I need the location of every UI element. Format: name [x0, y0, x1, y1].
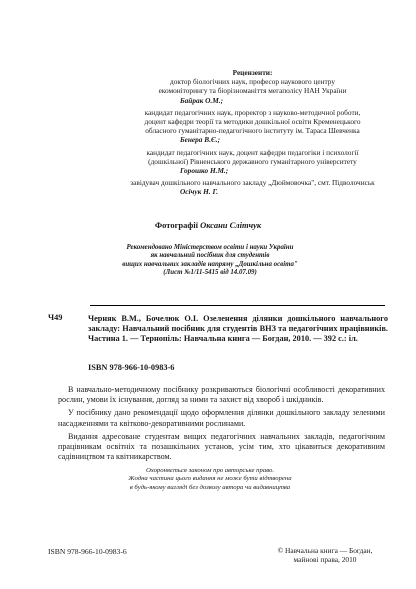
- reviewer-credential: кандидат педагогічних наук, проректор з науково-методичної роботи,: [144, 107, 361, 117]
- photo-credit-prefix: Фотографії: [154, 220, 201, 230]
- recommendation-line: (Лист №1/11-5415 від 14.07.09): [163, 269, 257, 277]
- rights-line: Охороняється законом про авторське право.: [145, 467, 275, 474]
- reviewer-block: [110, 178, 395, 196]
- reviewer-credential: завідувач дошкільного навчального закладу „Дюймовочка", смт. Підволочиськ: [130, 178, 375, 188]
- copyright-line: майнові права, 2010: [293, 555, 357, 564]
- copyright-notice: [90, 467, 330, 492]
- reviewers-heading: Рецензенти:: [232, 68, 273, 77]
- ministry-recommendation: [90, 244, 330, 278]
- book-description: Озеленення ділянки дошкільного навчального закладу: Навчальний посібник для студентів ВНЗ та педагогічних працівників. Частина 1. — Тернопіль: Навчальна книга — Богдан, 2010. — 392 с.: іл.: [88, 314, 388, 343]
- reviewer-name: Горошко Н.М.;: [180, 166, 229, 176]
- reviewer-credential: екомоніторингу та біорізноманіття мегаполісу НАН України: [158, 86, 347, 96]
- abstract-paragraph: В навчально-методичному посібнику розкриваються біологічні особливості декоративних рослин, умови їх існування, догляд за ними та захист від хвороб і шкідників.: [58, 385, 385, 405]
- reviewer-credential: доктор біологічних наук, професор наукового центру: [169, 77, 335, 87]
- reviewer-credential: кандидат педагогічних наук, доцент кафедри педагогіки і психології: [146, 147, 359, 157]
- abstract: [58, 385, 385, 465]
- abstract-paragraph: У посібнику дано рекомендації щодо оформлення ділянки дошкільного закладу зеленими насадженнями та квітково-декоративними рослинами.: [58, 408, 385, 428]
- reviewer-credential: обласного гуманітарно-педагогічного інституту ім. Тараса Шевченка: [145, 126, 360, 136]
- isbn: ISBN 978-966-10-0983-6: [88, 363, 175, 372]
- reviewers-section: [110, 68, 395, 200]
- reviewer-credential: доцент кафедри теорії та методики дошкільної освіти Кременецького: [144, 117, 361, 127]
- authors: Черняк В.М., Бочелюк О.І.: [88, 314, 199, 323]
- reviewer-credential: (дошкільної) Рівненського державного гуманітарного університету: [148, 156, 357, 166]
- photo-credit-name: Оксани Слітчук: [200, 220, 262, 230]
- rights-line: в будь-якому вигляді без дозволу автора чи видавництва: [129, 483, 291, 491]
- photo-credit: [0, 220, 416, 230]
- bibliographic-record: [88, 314, 388, 343]
- recommendation-line: Рекомендовано Міністерством освіти і науки України: [126, 244, 294, 251]
- reviewer-block: [110, 108, 395, 145]
- recommendation-line: вищих навчальних закладів напряму „Дошкільна освіта": [122, 260, 298, 268]
- divider: [90, 305, 385, 306]
- footer-isbn: ISBN 978-966-10-0983-6: [48, 547, 127, 556]
- reviewer-block: [110, 77, 395, 105]
- reviewer-name: Осічук Н. Г.: [180, 187, 219, 197]
- reviewer-name: Бенера В.Є.;: [180, 135, 221, 145]
- reviewer-name: Байрак О.М.;: [180, 95, 223, 105]
- udk-code: Ч49: [48, 313, 63, 322]
- copyright-line: © Навчальна книга — Богдан,: [277, 546, 373, 555]
- copyright: [260, 546, 390, 564]
- rights-line: Жодна частина цього видання не може бути відтворена: [128, 475, 292, 483]
- abstract-paragraph: Видання адресоване студентам вищих педагогічних навчальних закладів, педагогічним працівникам освітніх та позашкільних установ, усім тим, хто цікавиться декоративним садівництвом та квітникарством.: [58, 431, 385, 462]
- recommendation-line: як навчальний посібник для студентів: [150, 252, 270, 260]
- reviewer-block: [110, 148, 395, 176]
